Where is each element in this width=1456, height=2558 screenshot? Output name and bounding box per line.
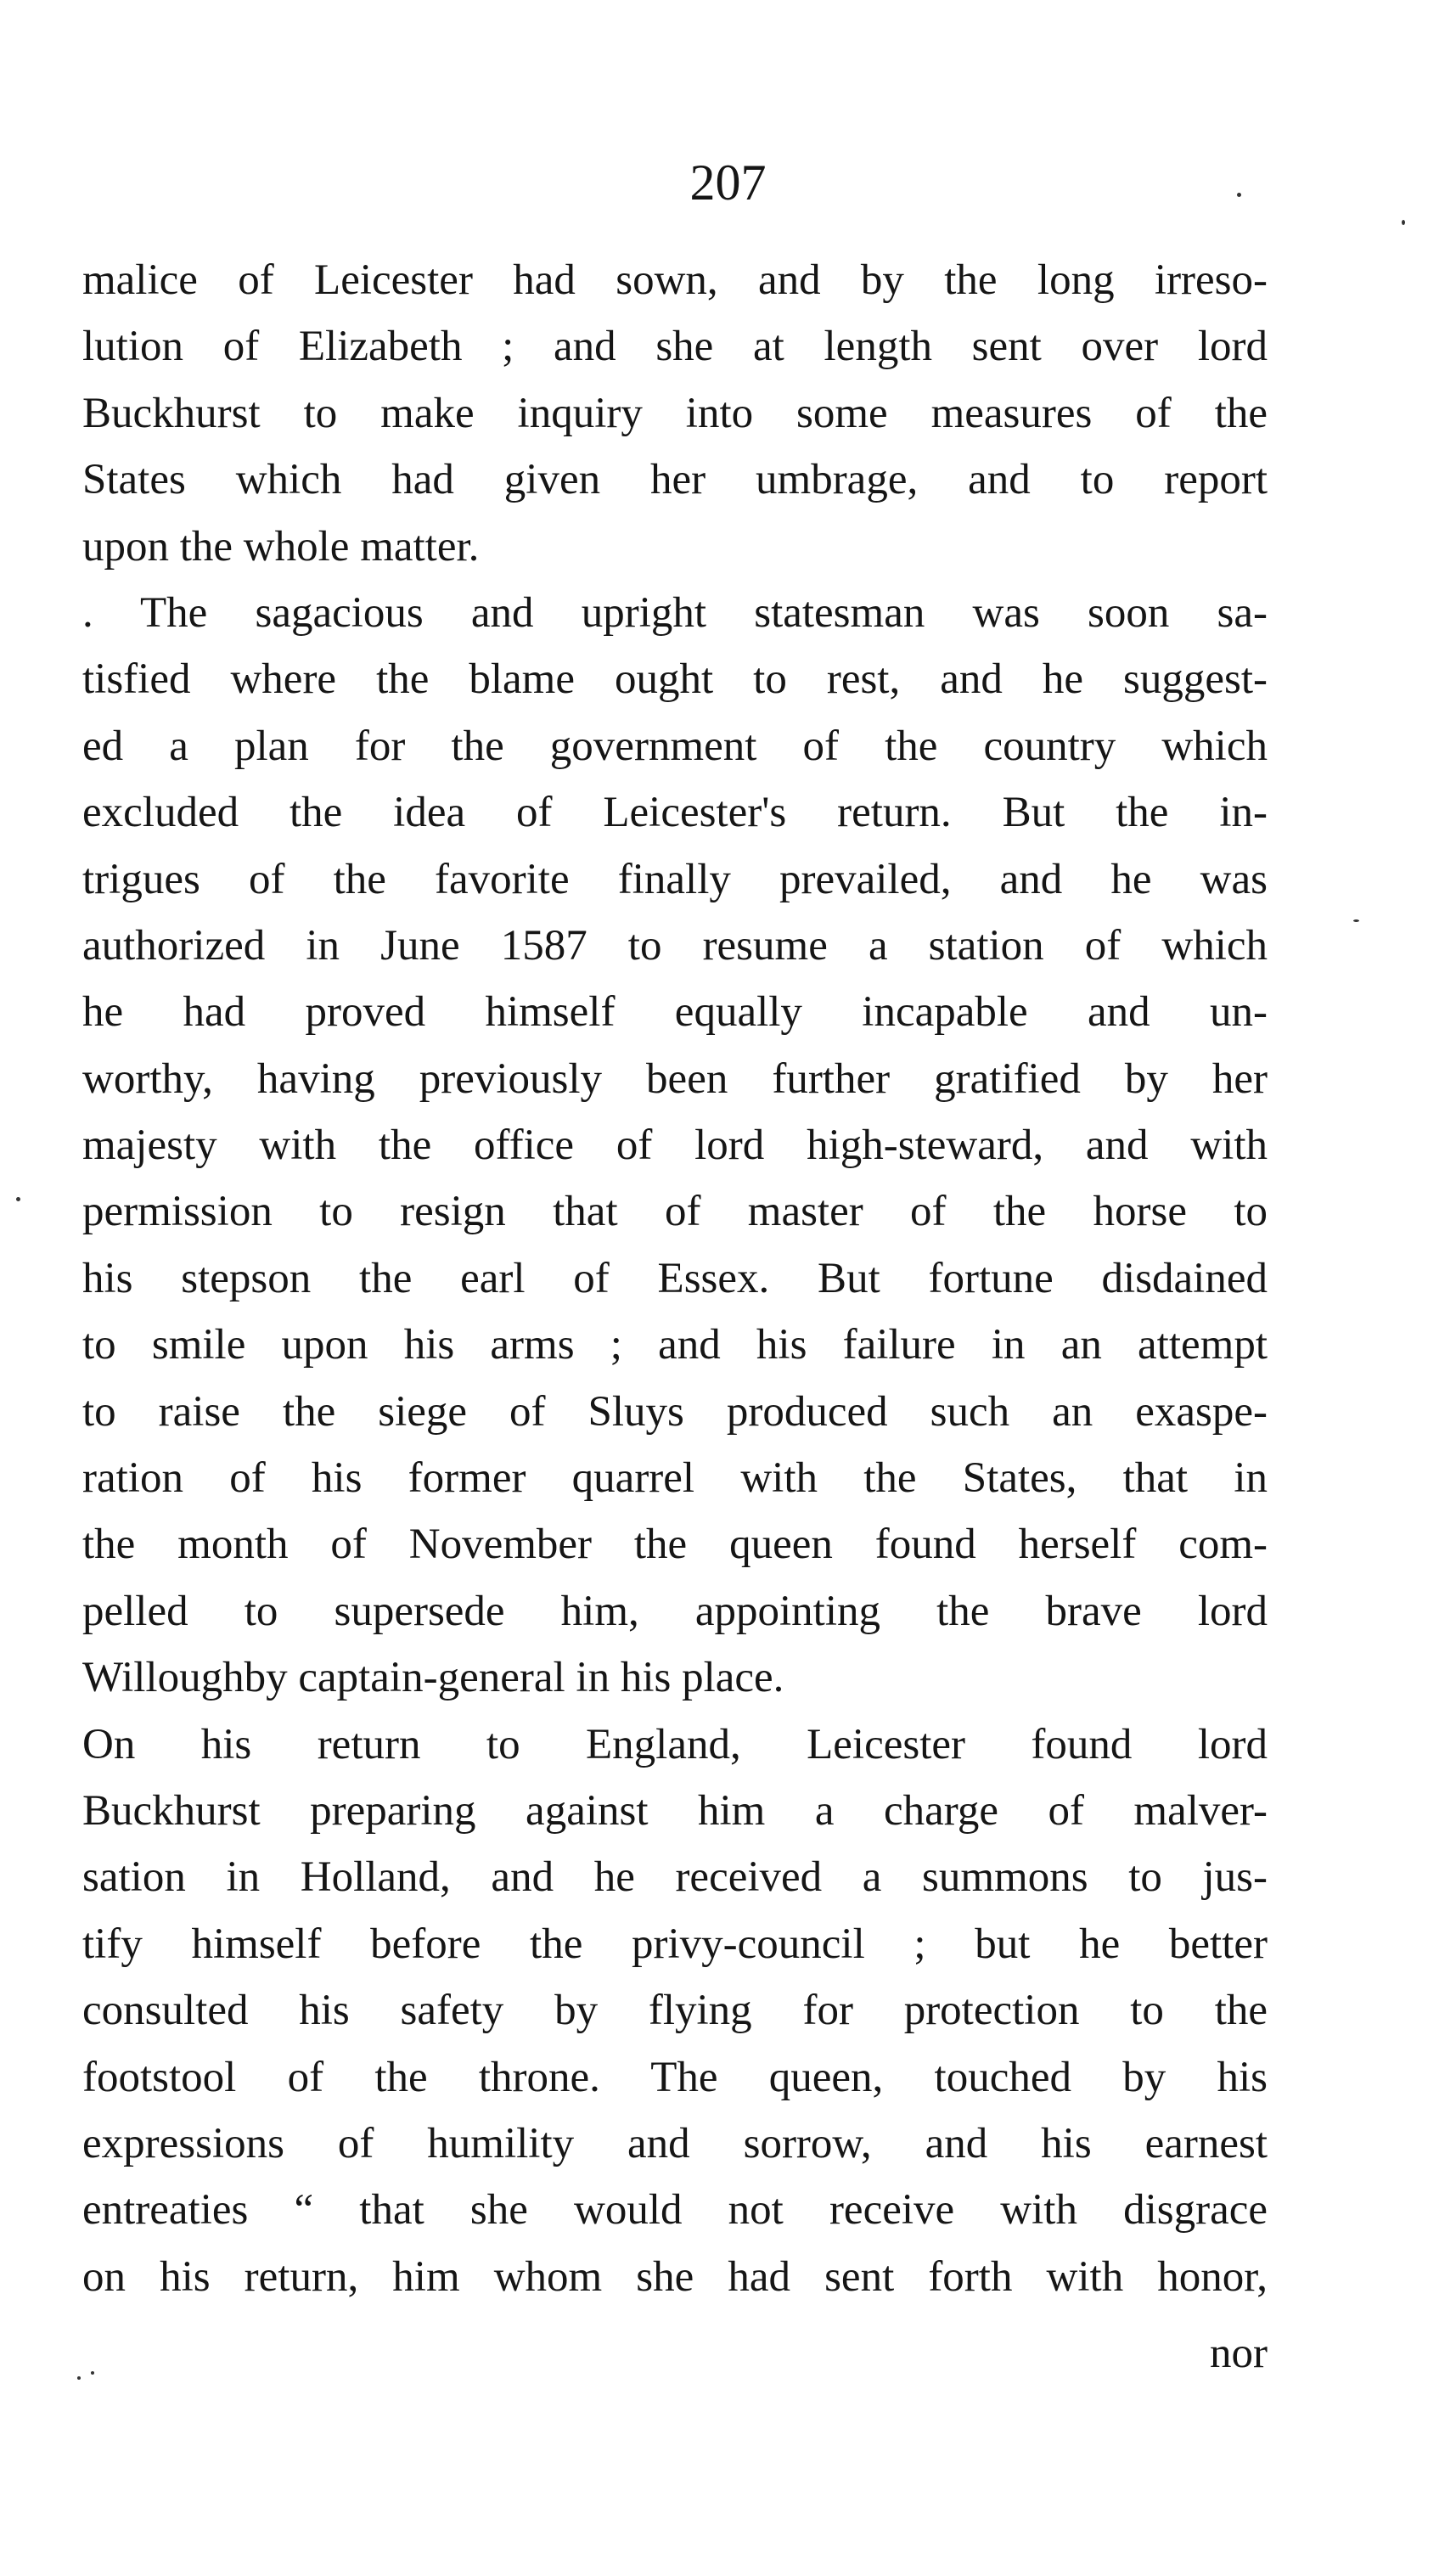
- text-line: the month of November the queen found herself com-: [82, 1521, 1268, 1569]
- text-line: pelled to supersede him, appointing the brave lord: [82, 1587, 1268, 1635]
- text-line: on his return, him whom she had sent forth with honor,: [82, 2252, 1268, 2301]
- text-line: excluded the idea of Leicester's return. But the in-: [82, 789, 1268, 837]
- text-line: tisfied where the blame ought to rest, and he suggest-: [82, 655, 1268, 704]
- text-line: to raise the siege of Sluys produced such an exaspe-: [82, 1387, 1268, 1436]
- text-line: ration of his former quarrel with the States, that in: [82, 1454, 1268, 1503]
- text-line: footstool of the throne. The queen, touched by his: [82, 2053, 1268, 2101]
- text-line: Buckhurst preparing against him a charge of malver-: [82, 1786, 1268, 1835]
- ink-speck: [77, 2376, 81, 2380]
- ink-speck: [91, 2371, 94, 2375]
- ink-speck: [1402, 220, 1405, 225]
- text-line: consulted his safety by flying for protection to the: [82, 1987, 1268, 2035]
- text-line: majesty with the office of lord high-steward, and with: [82, 1122, 1268, 1170]
- text-line: . The sagacious and upright statesman was soon sa-: [82, 588, 1268, 637]
- text-line: authorized in June 1587 to resume a station of which: [82, 921, 1268, 970]
- ink-speck: [16, 1197, 20, 1201]
- page-number: 207: [689, 155, 767, 211]
- ink-speck: [1237, 193, 1241, 197]
- text-line: his stepson the earl of Essex. But fortune disdained: [82, 1254, 1268, 1302]
- text-line: lution of Elizabeth ; and she at length sent over lord: [82, 323, 1268, 371]
- text-line: States which had given her umbrage, and to report: [82, 456, 1268, 504]
- text-line: Willoughby captain-general in his place.: [82, 1654, 784, 1702]
- text-line: worthy, having previously been further gratified by her: [82, 1054, 1268, 1103]
- text-line: sation in Holland, and he received a summons to jus-: [82, 1853, 1268, 1902]
- text-line: upon the whole matter.: [82, 522, 480, 571]
- body-text: [82, 247, 1268, 2310]
- catchword: nor: [1210, 2330, 1268, 2377]
- text-line: On his return to England, Leicester found lord: [82, 1720, 1268, 1768]
- text-line: he had proved himself equally incapable and un-: [82, 988, 1268, 1037]
- ink-speck: [1353, 919, 1359, 922]
- text-line: Buckhurst to make inquiry into some measures of the: [82, 389, 1268, 437]
- text-line: ed a plan for the government of the country which: [82, 722, 1268, 770]
- text-line: trigues of the favorite finally prevailed, and he was: [82, 855, 1268, 903]
- text-line: entreaties “ that she would not receive with disgrace: [82, 2186, 1268, 2235]
- text-line: permission to resign that of master of the horse to: [82, 1188, 1268, 1236]
- text-line: malice of Leicester had sown, and by the long irreso-: [82, 256, 1268, 304]
- text-line: expressions of humility and sorrow, and his earnest: [82, 2119, 1268, 2167]
- text-line: to smile upon his arms ; and his failure in an attempt: [82, 1321, 1268, 1369]
- text-line: tify himself before the privy-council ; but he better: [82, 1920, 1268, 1968]
